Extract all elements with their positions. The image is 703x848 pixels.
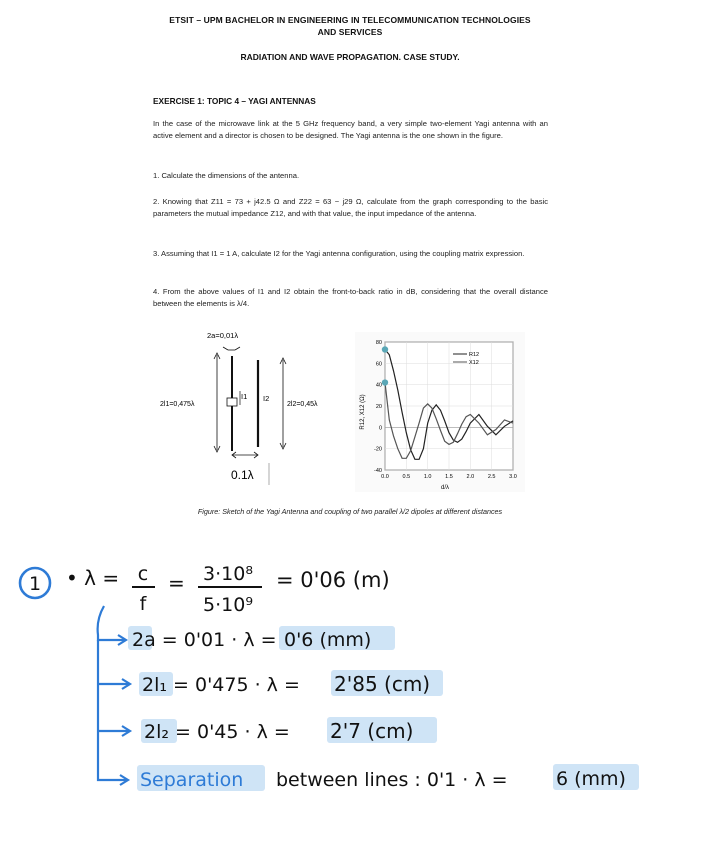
chart-ylabel: R12, X12 (Ω) bbox=[360, 394, 366, 430]
chart-ytick-label: 20 bbox=[375, 404, 382, 410]
label-2a: 2a=0,01λ bbox=[207, 331, 239, 340]
figure-caption: Figure: Sketch of the Yagi Antenna and coupling of two parallel λ/2 dipoles at different distances bbox=[197, 507, 503, 516]
header bbox=[140, 14, 560, 38]
exercise-title: EXERCISE 1: TOPIC 4 – YAGI ANTENNAS bbox=[153, 96, 316, 106]
label-l2: 2l2=0,45λ bbox=[287, 401, 318, 408]
chart-ytick-label: 60 bbox=[375, 361, 382, 368]
item-number: 1 bbox=[28, 573, 42, 595]
equals-sign: = bbox=[168, 571, 185, 595]
paragraph-q1: 1. Calculate the dimensions of the antenna. bbox=[153, 171, 300, 180]
mutual-impedance-chart bbox=[355, 332, 525, 492]
bracket-trunk bbox=[98, 640, 126, 780]
chart-legend-label: X12 bbox=[469, 360, 479, 366]
denominator-value: 5·10⁹ bbox=[203, 594, 253, 616]
chart-start-marker-r12 bbox=[382, 346, 388, 352]
chart-xlabel: d/λ bbox=[440, 485, 450, 491]
paragraph-q3: 3. Assuming that I1 = 1 A, calculate I2 for the Yagi antenna configuration, using the coupling matrix expression. bbox=[153, 249, 525, 258]
line-l2-label: 2l₂ = 0'45 · λ = bbox=[144, 721, 290, 743]
subheader: RADIATION AND WAVE PROPAGATION. CASE STUDY. bbox=[240, 52, 460, 62]
chart-xtick-label: 1.0 bbox=[423, 474, 432, 480]
lambda-result: = 0'06 (m) bbox=[276, 568, 390, 592]
line-a-label: 2a = 0'01 · λ = bbox=[132, 629, 277, 651]
bracket-arrow-a bbox=[98, 606, 124, 640]
line-l1-label: 2l₁ = 0'475 · λ = bbox=[142, 674, 300, 696]
feed-gap bbox=[227, 398, 237, 406]
line-l2-result: 2'7 (cm) bbox=[330, 719, 414, 743]
chart-xtick-label: 1.5 bbox=[445, 474, 453, 480]
header-line-2: AND SERVICES bbox=[317, 27, 383, 37]
line-a-result: 0'6 (mm) bbox=[284, 629, 372, 651]
chart-start-marker-x12 bbox=[382, 379, 388, 385]
label-I1: I1 bbox=[241, 392, 248, 401]
line-l1-result: 2'85 (cm) bbox=[334, 672, 431, 696]
chart-ytick-label: 80 bbox=[375, 340, 382, 346]
chart-xtick-label: 2.0 bbox=[466, 474, 475, 480]
paragraph-intro: In the case of the microwave link at the 5 GHz frequency band, a very simple two-element Yagi antenna with an active element and a director is chosen to be designed. The Yagi antenna is the one shown in the figure. bbox=[153, 119, 548, 140]
label-l1: 2l1=0,475λ bbox=[160, 401, 195, 408]
chart-ytick-label: -40 bbox=[374, 468, 382, 474]
chart-ytick-label: -20 bbox=[374, 446, 382, 453]
handwritten-solution bbox=[0, 540, 703, 848]
chart-legend-label: R12 bbox=[469, 352, 480, 358]
yagi-sketch bbox=[155, 325, 345, 485]
line-sep-word: Separation bbox=[140, 769, 244, 791]
chart-xtick-label: 2.5 bbox=[487, 474, 496, 480]
label-separation: 0.1λ bbox=[231, 468, 254, 482]
line-sep-result: 6 (mm) bbox=[556, 768, 626, 790]
paragraph-q2: 2. Knowing that Z11 = 73 + j42.5 Ω and Z22 = 63 − j29 Ω, calculate from the graph corresponding to the basic parameters the mutual impedance Z12, and with that value, the input impedance of the antenna. bbox=[153, 197, 548, 218]
chart-xtick-label: 0.0 bbox=[381, 474, 389, 480]
chart-xtick-label: 0.5 bbox=[402, 474, 411, 480]
chart-ytick-label: 40 bbox=[375, 382, 382, 389]
chart-xtick-label: 3.0 bbox=[509, 474, 517, 480]
lambda-equation: • λ = bbox=[66, 566, 120, 590]
fraction-numerator-c: c bbox=[137, 563, 149, 585]
line-sep-rest: between lines : 0'1 · λ = bbox=[276, 769, 508, 791]
fraction-denominator-f: f bbox=[139, 593, 147, 615]
paragraph-q4: 4. From the above values of I1 and I2 obtain the front-to-back ratio in dB, considering that the overall distance between the elements is λ/4. bbox=[153, 287, 548, 308]
header-line-1: ETSIT – UPM BACHELOR IN ENGINEERING IN TELECOMMUNICATION TECHNOLOGIES bbox=[169, 15, 531, 25]
numerator-value: 3·10⁸ bbox=[203, 563, 253, 585]
label-I2: I2 bbox=[263, 394, 270, 403]
chart-ytick-label: 0 bbox=[378, 425, 382, 432]
